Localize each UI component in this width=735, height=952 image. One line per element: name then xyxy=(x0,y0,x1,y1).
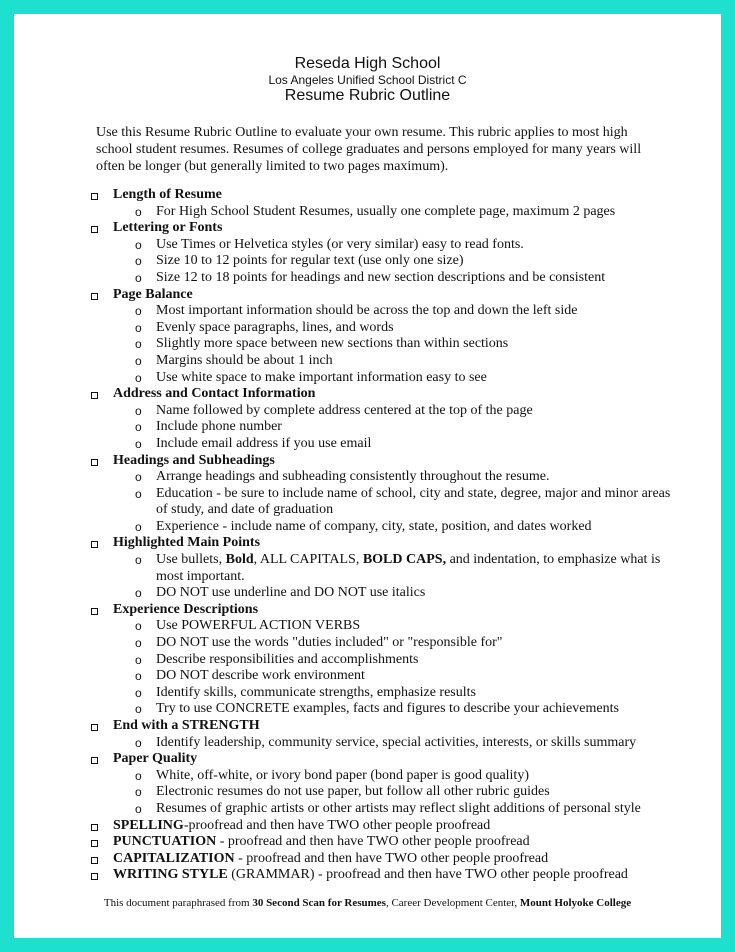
rubric-section xyxy=(88,718,688,751)
section-item xyxy=(88,784,688,801)
proofread-item xyxy=(88,818,688,835)
circle-bullet-icon: o xyxy=(135,801,142,816)
section-item-text: Size 10 to 12 points for regular text (use only one size) xyxy=(156,253,464,269)
section-item-text: DO NOT use the words "duties included" or "responsible for" xyxy=(156,635,503,651)
section-item-text: Use POWERFUL ACTION VERBS xyxy=(156,618,361,634)
section-item xyxy=(88,419,688,436)
intro-paragraph: Use this Resume Rubric Outline to evaluate your own resume. This rubric applies to most high school student resumes. Resumes of college graduates and persons employed for many years will often be longer (but generally limited to two pages maximum). xyxy=(96,125,642,174)
rubric-section xyxy=(88,535,688,601)
checkbox-icon xyxy=(91,293,98,300)
checkbox-icon xyxy=(91,608,98,615)
section-heading xyxy=(88,287,688,304)
circle-bullet-icon: o xyxy=(135,669,142,684)
proofread-item xyxy=(88,867,688,884)
checkbox-icon xyxy=(91,757,98,764)
circle-bullet-icon: o xyxy=(135,237,142,252)
section-item-text: Most important information should be across the top and down the left side xyxy=(156,303,578,319)
proofread-item xyxy=(88,851,688,868)
section-heading xyxy=(88,718,688,735)
section-item xyxy=(88,685,688,702)
checkbox-icon xyxy=(91,824,98,831)
section-heading-text: Paper Quality xyxy=(113,751,198,767)
section-item-text: White, off-white, or ivory bond paper (bond paper is good quality) xyxy=(156,767,529,783)
checkbox-icon xyxy=(91,541,98,548)
section-item xyxy=(88,436,688,453)
circle-bullet-icon: o xyxy=(135,553,142,568)
district-name: Los Angeles Unified School District C xyxy=(268,73,467,87)
section-item xyxy=(88,701,688,718)
section-item-text: Resumes of graphic artists or other artists may reflect slight additions of personal style xyxy=(156,800,641,816)
circle-bullet-icon: o xyxy=(135,685,142,700)
circle-bullet-icon: o xyxy=(135,254,142,269)
proofread-item-text: -proofread and then have TWO other people proofread xyxy=(183,817,491,833)
circle-bullet-icon: o xyxy=(135,420,142,435)
section-item-text: Use Times or Helvetica styles (or very similar) easy to read fonts. xyxy=(156,236,524,252)
rubric-section xyxy=(88,453,688,536)
circle-bullet-icon: o xyxy=(135,619,142,634)
section-item xyxy=(88,652,688,669)
section-item-text: Education - be sure to include name of school, city and state, degree, major and minor areas of study, and date of graduation xyxy=(156,485,671,518)
section-heading xyxy=(88,220,688,237)
section-item xyxy=(88,204,688,221)
section-item-text: Experience - include name of company, city, state, position, and dates worked xyxy=(156,518,592,534)
section-item-text: , ALL CAPITALS, xyxy=(253,552,363,568)
section-heading-text: Headings and Subheadings xyxy=(113,452,275,468)
section-item-text: Include email address if you use email xyxy=(156,435,372,451)
proofread-item-label: WRITING STYLE xyxy=(113,867,228,883)
section-heading xyxy=(88,602,688,619)
circle-bullet-icon: o xyxy=(135,652,142,667)
section-item xyxy=(88,519,688,536)
rubric-list xyxy=(88,187,688,884)
checkbox-icon xyxy=(91,392,98,399)
document-page xyxy=(28,28,707,924)
section-item xyxy=(88,618,688,635)
section-item-text: Use bullets, xyxy=(156,552,226,568)
circle-bullet-icon: o xyxy=(135,353,142,368)
section-item xyxy=(88,303,688,320)
section-item-text: Electronic resumes do not use paper, but follow all other rubric guides xyxy=(156,784,550,800)
section-item xyxy=(88,552,688,585)
section-item-text: Identify leadership, community service, special activities, interests, or skills summary xyxy=(156,734,637,750)
circle-bullet-icon: o xyxy=(135,785,142,800)
circle-bullet-icon: o xyxy=(135,586,142,601)
footer-org: , Career Development Center, xyxy=(385,897,520,909)
emphasis-text: Bold xyxy=(225,552,254,568)
section-heading-text: Lettering or Fonts xyxy=(113,220,223,236)
section-item-text: Margins should be about 1 inch xyxy=(156,352,333,368)
footer-source: 30 Second Scan for Resumes xyxy=(252,897,386,909)
checkbox-icon xyxy=(91,724,98,731)
footer-prefix: This document paraphrased from xyxy=(103,897,253,909)
section-heading xyxy=(88,187,688,204)
rubric-section xyxy=(88,751,688,817)
section-heading-text: Page Balance xyxy=(113,286,193,302)
checkbox-icon xyxy=(91,193,98,200)
section-item-text: Include phone number xyxy=(156,419,282,435)
section-heading xyxy=(88,453,688,470)
section-item-text: Describe responsibilities and accomplishments xyxy=(156,651,419,667)
section-item-text: For High School Student Resumes, usually one complete page, maximum 2 pages xyxy=(156,203,616,219)
proofread-item-text: (GRAMMAR) - proofread and then have TWO other people proofread xyxy=(227,867,628,883)
section-item xyxy=(88,237,688,254)
rubric-section xyxy=(88,602,688,718)
proofread-item-text: - proofread and then have TWO other people proofread xyxy=(234,850,549,866)
checkbox-icon xyxy=(91,459,98,466)
proofread-item-label: CAPITALIZATION xyxy=(113,850,235,866)
circle-bullet-icon: o xyxy=(135,702,142,717)
section-item-text: Identify skills, communicate strengths, emphasize results xyxy=(156,684,476,700)
checkbox-icon xyxy=(91,840,98,847)
section-item xyxy=(88,768,688,785)
section-item xyxy=(88,336,688,353)
section-item xyxy=(88,370,688,387)
circle-bullet-icon: o xyxy=(135,304,142,319)
section-item-text: Evenly space paragraphs, lines, and words xyxy=(156,319,394,335)
school-name: Reseda High School xyxy=(294,55,441,72)
section-item-text: Size 12 to 18 points for headings and new section descriptions and be consistent xyxy=(156,269,606,285)
rubric-section xyxy=(88,386,688,452)
circle-bullet-icon: o xyxy=(135,320,142,335)
document-header xyxy=(28,56,707,104)
document-title: Resume Rubric Outline xyxy=(284,87,451,104)
checkbox-icon xyxy=(91,857,98,864)
circle-bullet-icon: o xyxy=(135,735,142,750)
section-heading xyxy=(88,535,688,552)
circle-bullet-icon: o xyxy=(135,636,142,651)
section-item xyxy=(88,635,688,652)
section-item-text: Arrange headings and subheading consistently throughout the resume. xyxy=(156,469,550,485)
section-item-text: Slightly more space between new sections than within sections xyxy=(156,336,509,352)
section-item xyxy=(88,668,688,685)
circle-bullet-icon: o xyxy=(135,768,142,783)
emphasis-text: BOLD CAPS, xyxy=(362,552,447,568)
circle-bullet-icon: o xyxy=(135,436,142,451)
rubric-section xyxy=(88,220,688,286)
checkbox-icon xyxy=(91,226,98,233)
section-item-text: Use white space to make important information easy to see xyxy=(156,369,487,385)
section-heading xyxy=(88,751,688,768)
section-item-text: and indentation, to emphasize what is most important. xyxy=(156,552,661,584)
section-item xyxy=(88,353,688,370)
section-heading-text: Highlighted Main Points xyxy=(113,535,261,551)
section-item-text: Try to use CONCRETE examples, facts and figures to describe your achievements xyxy=(156,701,619,717)
section-item xyxy=(88,469,688,486)
section-heading-text: Address and Contact Information xyxy=(113,386,316,402)
circle-bullet-icon: o xyxy=(135,470,142,485)
section-item xyxy=(88,253,688,270)
section-heading-text: Length of Resume xyxy=(113,187,222,202)
rubric-section xyxy=(88,287,688,387)
section-heading xyxy=(88,386,688,403)
section-heading-text: End with a STRENGTH xyxy=(113,718,260,733)
section-item xyxy=(88,270,688,287)
circle-bullet-icon: o xyxy=(135,337,142,352)
section-item xyxy=(88,801,688,818)
proofread-item xyxy=(88,834,688,851)
section-item xyxy=(88,585,688,602)
circle-bullet-icon: o xyxy=(135,403,142,418)
section-item-text: Name followed by complete address centered at the top of the page xyxy=(156,402,533,418)
circle-bullet-icon: o xyxy=(135,370,142,385)
proofread-item-label: SPELLING xyxy=(113,817,184,833)
proofread-item-label: PUNCTUATION xyxy=(113,834,217,850)
section-item xyxy=(88,320,688,337)
section-item xyxy=(88,486,688,519)
rubric-section xyxy=(88,187,688,220)
circle-bullet-icon: o xyxy=(135,519,142,534)
section-item-text: DO NOT use underline and DO NOT use italics xyxy=(156,585,426,601)
footer-college: Mount Holyoke College xyxy=(519,897,632,909)
section-item-text: DO NOT describe work environment xyxy=(156,668,365,684)
circle-bullet-icon: o xyxy=(135,486,142,501)
section-heading-text: Experience Descriptions xyxy=(113,601,259,617)
section-item xyxy=(88,735,688,752)
checkbox-icon xyxy=(91,873,98,880)
proofread-item-text: - proofread and then have TWO other people proofread xyxy=(216,834,530,850)
section-item xyxy=(88,403,688,420)
circle-bullet-icon: o xyxy=(135,270,142,285)
circle-bullet-icon: o xyxy=(135,204,142,219)
footer-citation xyxy=(28,897,707,909)
